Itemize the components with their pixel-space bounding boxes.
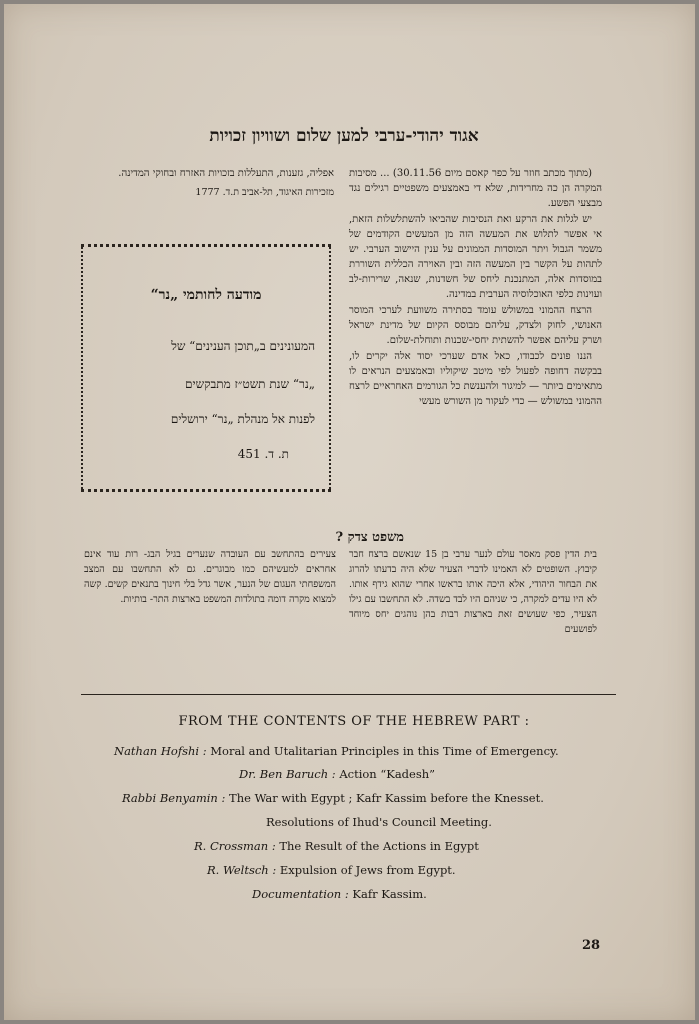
contents-entry	[122, 791, 544, 805]
contents-heading: FROM THE CONTENTS OF THE HEBREW PART :	[178, 714, 530, 729]
article-paragraph: (מתוך מכתב חוזר על כפר קאסם מיום 30.11.56) ... מסיבות המקרה הן כה מחרידות, שלא די באמצעים משפטיים רגילים נגד מבצעי הפשע.	[349, 168, 602, 209]
contents-author: Nathan Hofshi :	[114, 744, 207, 758]
horizontal-rule	[81, 694, 616, 695]
page-number: 28	[582, 938, 601, 953]
contents-entry	[252, 887, 427, 901]
page-title: אגוד יהודי-ערבי למען שלום ושוויון זכויות	[209, 126, 479, 146]
article-paragraph: הרצח ההמוני במשולש עומד בסתירה משוועת לערכי המוסר האנושי, לחוק ולצדק, עליהם מבוסס הקיום של מדינת ישראל ושרק עליהם אפשר להשתית יחסי-שכנות ותוחלת-שלום.	[349, 305, 602, 346]
contents-entry	[194, 839, 479, 853]
contents-title: Moral and Utalitarian Principles in this Time of Emergency.	[210, 744, 559, 758]
contents-author: Dr. Ben Baruch :	[239, 767, 336, 781]
article-continuation: אפליה, גזענות, התעללות בזכויות האזרח ובחוקי המדינה.	[118, 168, 334, 179]
contents-title: Kafr Kassim.	[352, 887, 427, 901]
notice-box	[81, 244, 331, 492]
notice-line: לפנות אל מנהלת „נר“ ירושלים	[170, 412, 315, 426]
notice-line: „נר“ שנת תשט״ז מתבקשים	[184, 377, 315, 391]
contents-title: Action “Kadesh”	[339, 767, 436, 781]
contents-author: Rabbi Benyamin :	[122, 791, 226, 805]
contents-title: The War with Egypt ; Kafr Kassim before the Knesset.	[229, 791, 544, 805]
notice-line: המעונינים ב„תוכן הענינים“ של	[171, 339, 315, 353]
contents-entry	[207, 863, 456, 877]
article-signature: מזכירות האיגוד, תל-אביב ת.ד. 1777	[195, 187, 334, 198]
article-paragraph: הננו פונים לכבודו, כאל אדם שערכי יסוד אלה יקרים לו, בבקשה דחופה לפעול לפי מיטב שיקוליו ובאמצעים הנראים לו מתאימים ביותר — למיגור ולהענשת כל הגורמים האחראיים לרצח ההמוני במשולש — כדי לעקור מן השורש מעשי	[349, 351, 602, 407]
document-page	[4, 4, 695, 1020]
notice-title: מודעה לחותמי „נר“	[150, 287, 262, 303]
contents-title: Resolutions of Ihud's Council Meeting.	[266, 815, 492, 829]
contents-entry	[266, 815, 492, 829]
contents-author: R. Weltsch :	[207, 863, 277, 877]
section-right-column: בית הדין פסק מאסר עולם לנער ערבי בן 15 שנאשם ברצח חבר קיבוץ. השופטים לא האמינו לדברי הצעיר שלא היה בדעתו להרוג את הבחור היהודי, אלא היכה אותו בראשו אחרי שהוא גידף אותו. לא היו עדים למקרה, כי שניהם היו לבד בשדה. לא התחשבו עם גילו הצעיר, כפי שעושים זאת בארצות רבות בהן נוהגים יחס מיוחד לפושעים	[349, 549, 597, 635]
contents-author: R. Crossman :	[194, 839, 276, 853]
article-right-column	[349, 166, 602, 410]
notice-line: ת. ד. 451	[237, 447, 289, 461]
section-left-column: צעירים בהתחשב עם העובדה שנערים בגיל הבג- רות עוד אינם אחראים למעשיהם כמו מבוגרים. גם לא התחשבו עם המצב המשפחתי העגום של הנער, אשר גדל בלי חינוך בתנאים קשים. קשה למצוא מקרה דומה בתולדות המשפט בארצות התר- בותיות.	[84, 549, 336, 605]
article-left-column	[79, 166, 334, 204]
article-paragraph: יש לגלות את הרקע ואת הנסיבות שהביאו להשתלשלות הזאת, אי אפשר לתלוש את המעשה הזה מן המעשים הקודמים של משמר הגבול ויתר המוסדות הממונים על ענין היישוב הערבי. יש לתהות על הקשר בין המעשה הזה ובין האוירה הכללית השוררת במוסדות אלה, המתנכנת ליחס של חשדנות, שנאה, שרירות-לב ועוינות כלפי האוכלוסיה הערבית במדינה.	[349, 214, 602, 300]
contents-title: Expulsion of Jews from Egypt.	[279, 863, 456, 877]
section-title: משפט צדק ?	[335, 530, 404, 545]
contents-title: The Result of the Actions in Egypt	[279, 839, 479, 853]
contents-entry	[114, 744, 559, 758]
contents-entry	[239, 767, 435, 781]
contents-author: Documentation :	[252, 887, 349, 901]
